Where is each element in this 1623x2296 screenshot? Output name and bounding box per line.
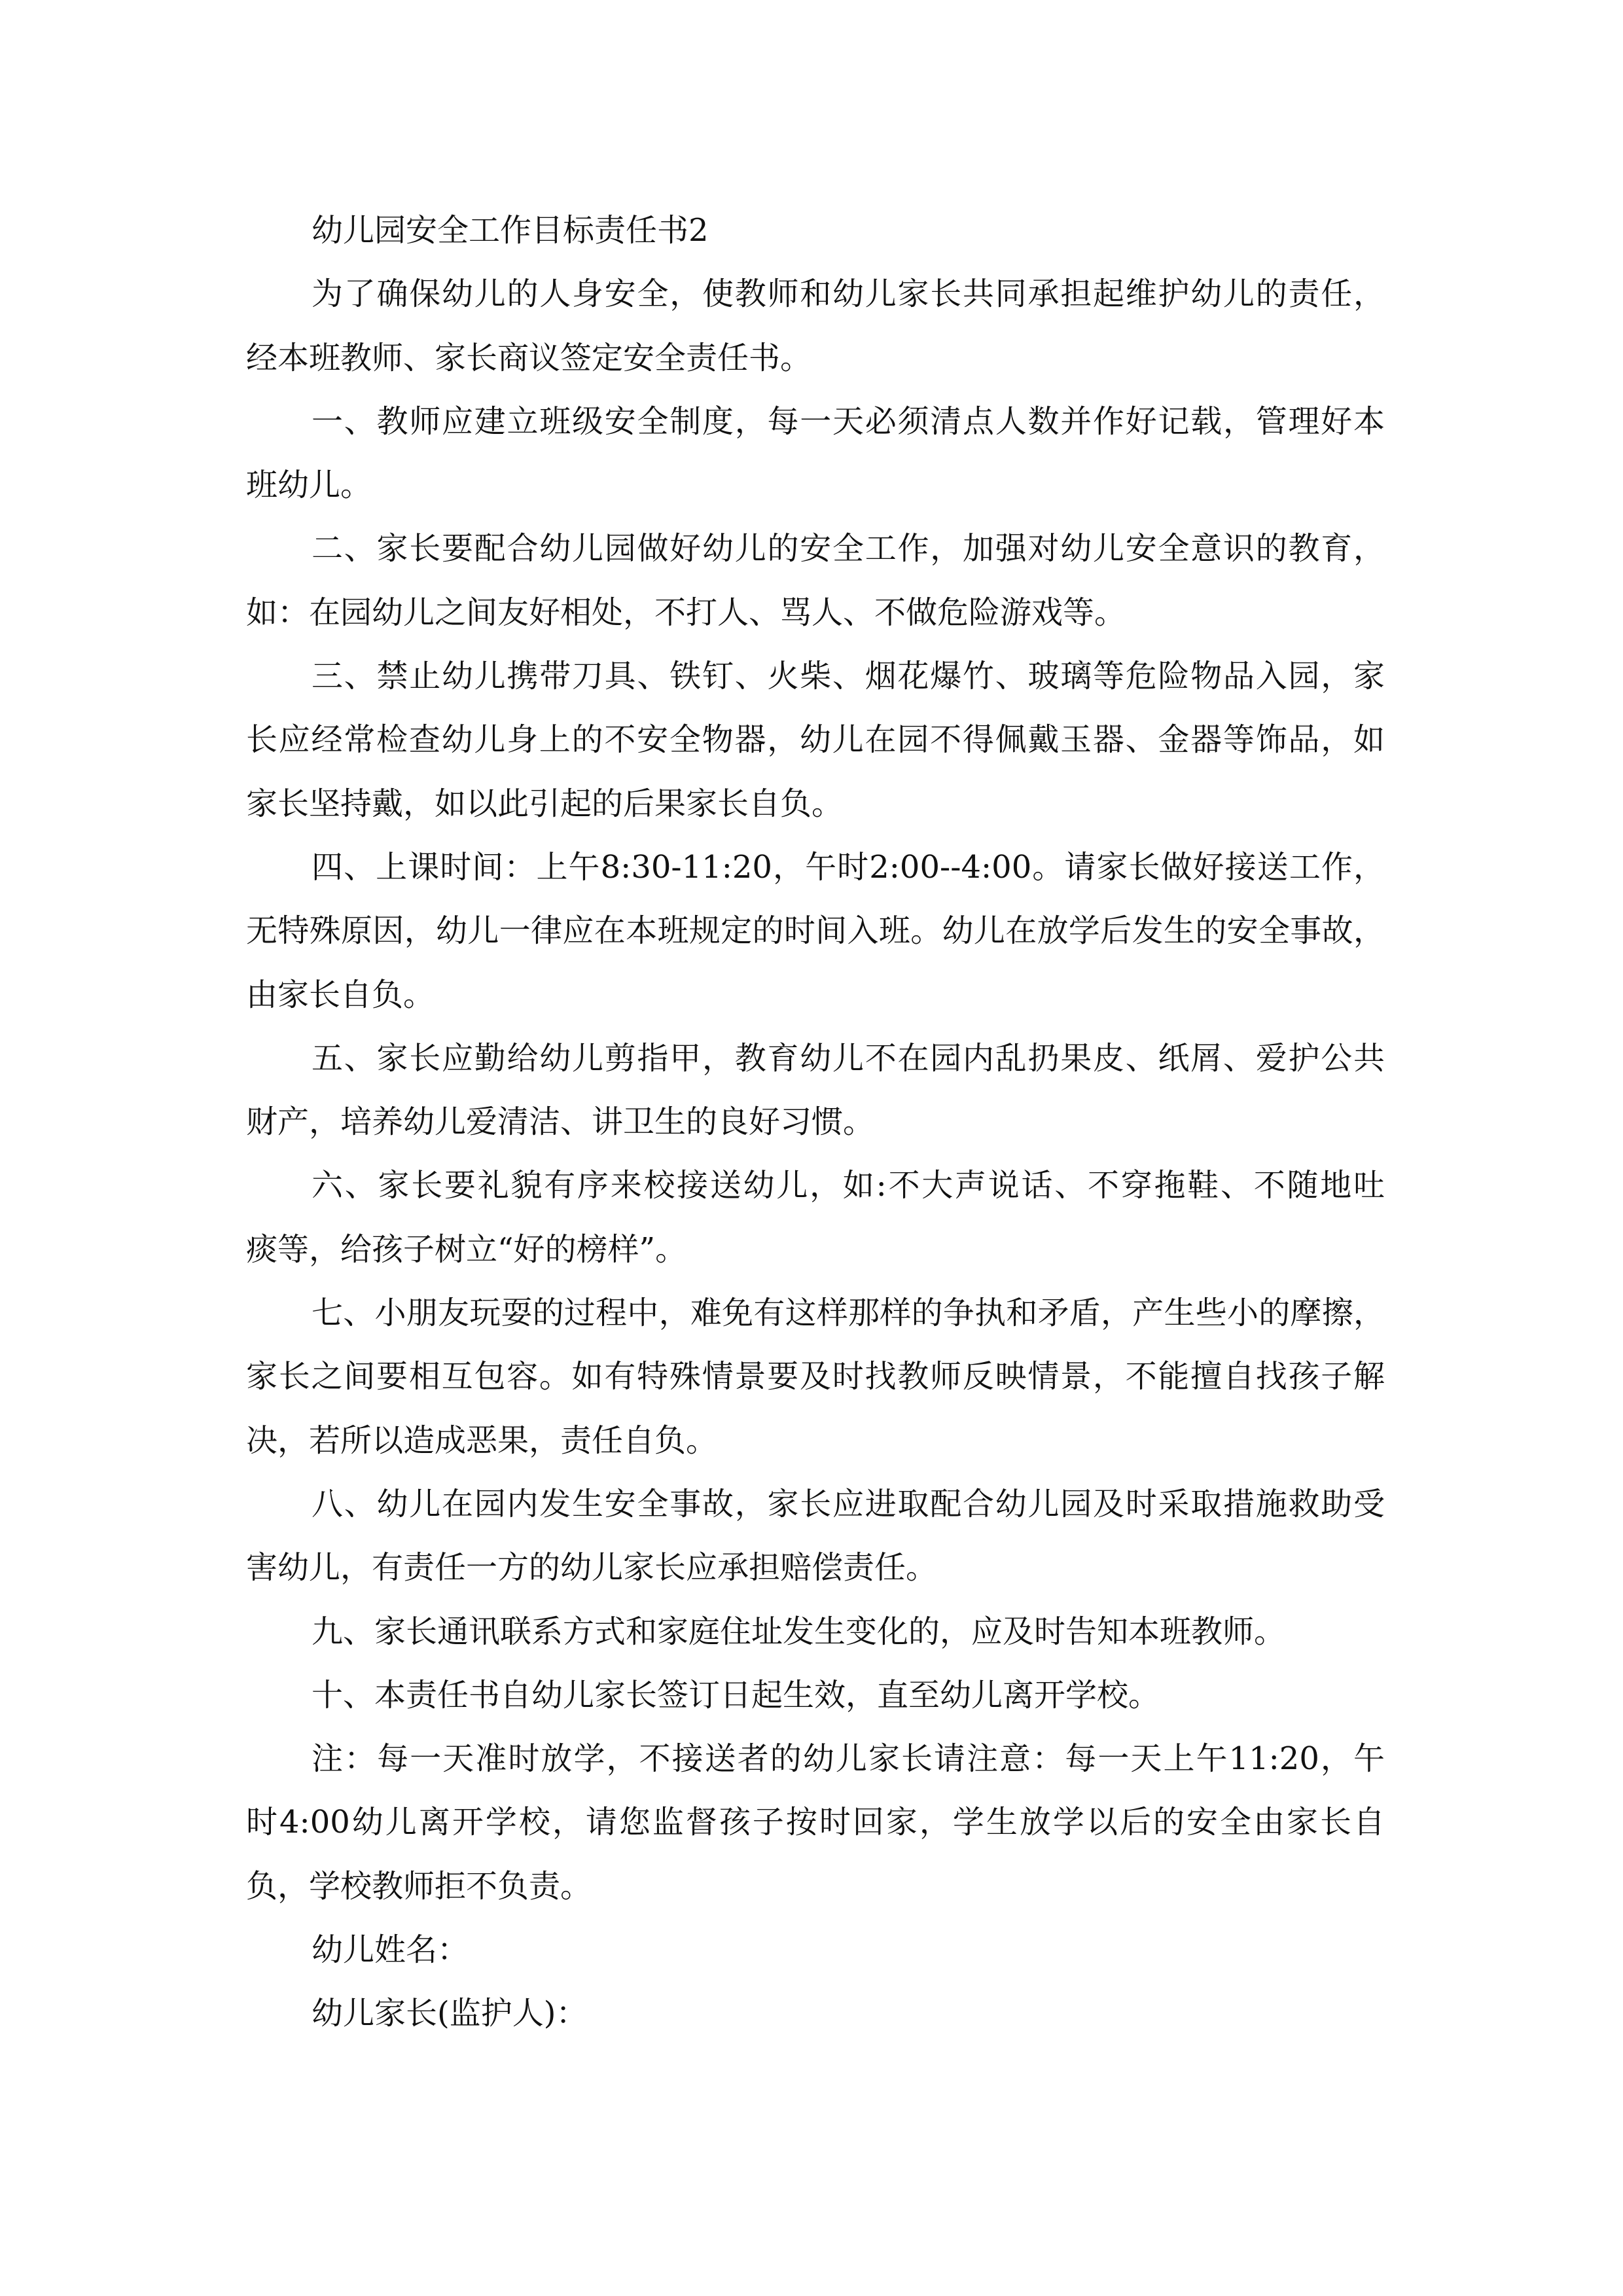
paragraph [246,1473,1385,1600]
paragraph-line: 长应经常检查幼儿身上的不安全物器，幼儿在园不得佩戴玉器、金器等饰品，如 [246,721,1385,759]
paragraph [246,836,1385,1027]
paragraph-line: 五、家长应勤给幼儿剪指甲，教育幼儿不在园内乱扔果皮、纸屑、爱护公共 [312,1039,1385,1077]
paragraph-line: 如：在园幼儿之间友好相处，不打人、骂人、不做危险游戏等。 [246,594,1126,631]
paragraph [246,645,1385,836]
paragraph-line: 二、家长要配合幼儿园做好幼儿的安全工作，加强对幼儿安全意识的教育， [312,530,1385,567]
paragraph-line: 四、上课时间：上午8:30-11:20，午时2:00--4:00。请家长做好接送工作， [312,848,1385,886]
paragraph-line: 为了确保幼儿的人身安全，使教师和幼儿家长共同承担起维护幼儿的责任， [312,276,1385,313]
paragraph-line: 三、禁止幼儿携带刀具、铁钉、火柴、烟花爆竹、玻璃等危险物品入园，家 [312,658,1385,695]
paragraph [246,262,1385,390]
paragraph-line: 六、家长要礼貌有序来校接送幼儿，如:不大声说话、不穿拖鞋、不随地吐 [312,1167,1385,1204]
paragraph-line: 七、小朋友玩耍的过程中，难免有这样那样的争执和矛盾，产生些小的摩擦， [312,1295,1385,1332]
paragraph-line: 家长之间要相互包容。如有特殊情景要及时找教师反映情景，不能擅自找孩子解 [246,1358,1385,1395]
paragraph-line: 九、家长通讯联系方式和家庭住址发生变化的，应及时告知本班教师。 [312,1613,1286,1650]
paragraph [246,1027,1385,1155]
paragraph [246,517,1385,645]
paragraph [246,1664,1385,1727]
paragraph-line: 经本班教师、家长商议签定安全责任书。 [246,339,812,376]
paragraph-line: 八、幼儿在园内发生安全事故，家长应进取配合幼儿园及时采取措施救助受 [312,1485,1385,1522]
paragraph [246,1282,1385,1473]
document-body [246,199,1385,2046]
paragraph-line: 幼儿家长(监护人)： [312,1995,588,2032]
paragraph-line: 注：每一天准时放学，不接送者的幼儿家长请注意：每一天上午11:20，午 [312,1740,1385,1778]
paragraph-line: 时4:00幼儿离开学校，请您监督孩子按时回家，学生放学以后的安全由家长自 [246,1804,1385,1841]
paragraph-line: 害幼儿，有责任一方的幼儿家长应承担赔偿责任。 [246,1549,938,1587]
paragraph [246,1154,1385,1282]
paragraph-line: 十、本责任书自幼儿家长签订日起生效，直至幼儿离开学校。 [312,1676,1160,1713]
paragraph [246,1918,1385,1982]
paragraph [246,390,1385,518]
paragraph-line: 由家长自负。 [246,976,435,1013]
paragraph-line: 一、教师应建立班级安全制度，每一天必须清点人数并作好记载，管理好本 [312,403,1385,440]
paragraph-line: 负，学校教师拒不负责。 [246,1867,592,1905]
paragraph-line: 无特殊原因，幼儿一律应在本班规定的时间入班。幼儿在放学后发生的安全事故， [246,912,1385,950]
paragraph-line: 班幼儿。 [246,467,372,504]
paragraph-line: 家长坚持戴，如以此引起的后果家长自负。 [246,785,844,822]
paragraph [246,1982,1385,2045]
paragraph [246,1600,1385,1664]
paragraph-line: 痰等，给孩子树立“好的榜样”。 [246,1230,687,1268]
paragraph-line: 财产，培养幼儿爱清洁、讲卫生的良好习惯。 [246,1103,875,1141]
paragraph [246,1727,1385,1918]
paragraph-line: 决，若所以造成恶果，责任自负。 [246,1422,718,1459]
paragraph-line: 幼儿姓名： [312,1931,469,1969]
document-title: 幼儿园安全工作目标责任书2 [312,212,709,249]
